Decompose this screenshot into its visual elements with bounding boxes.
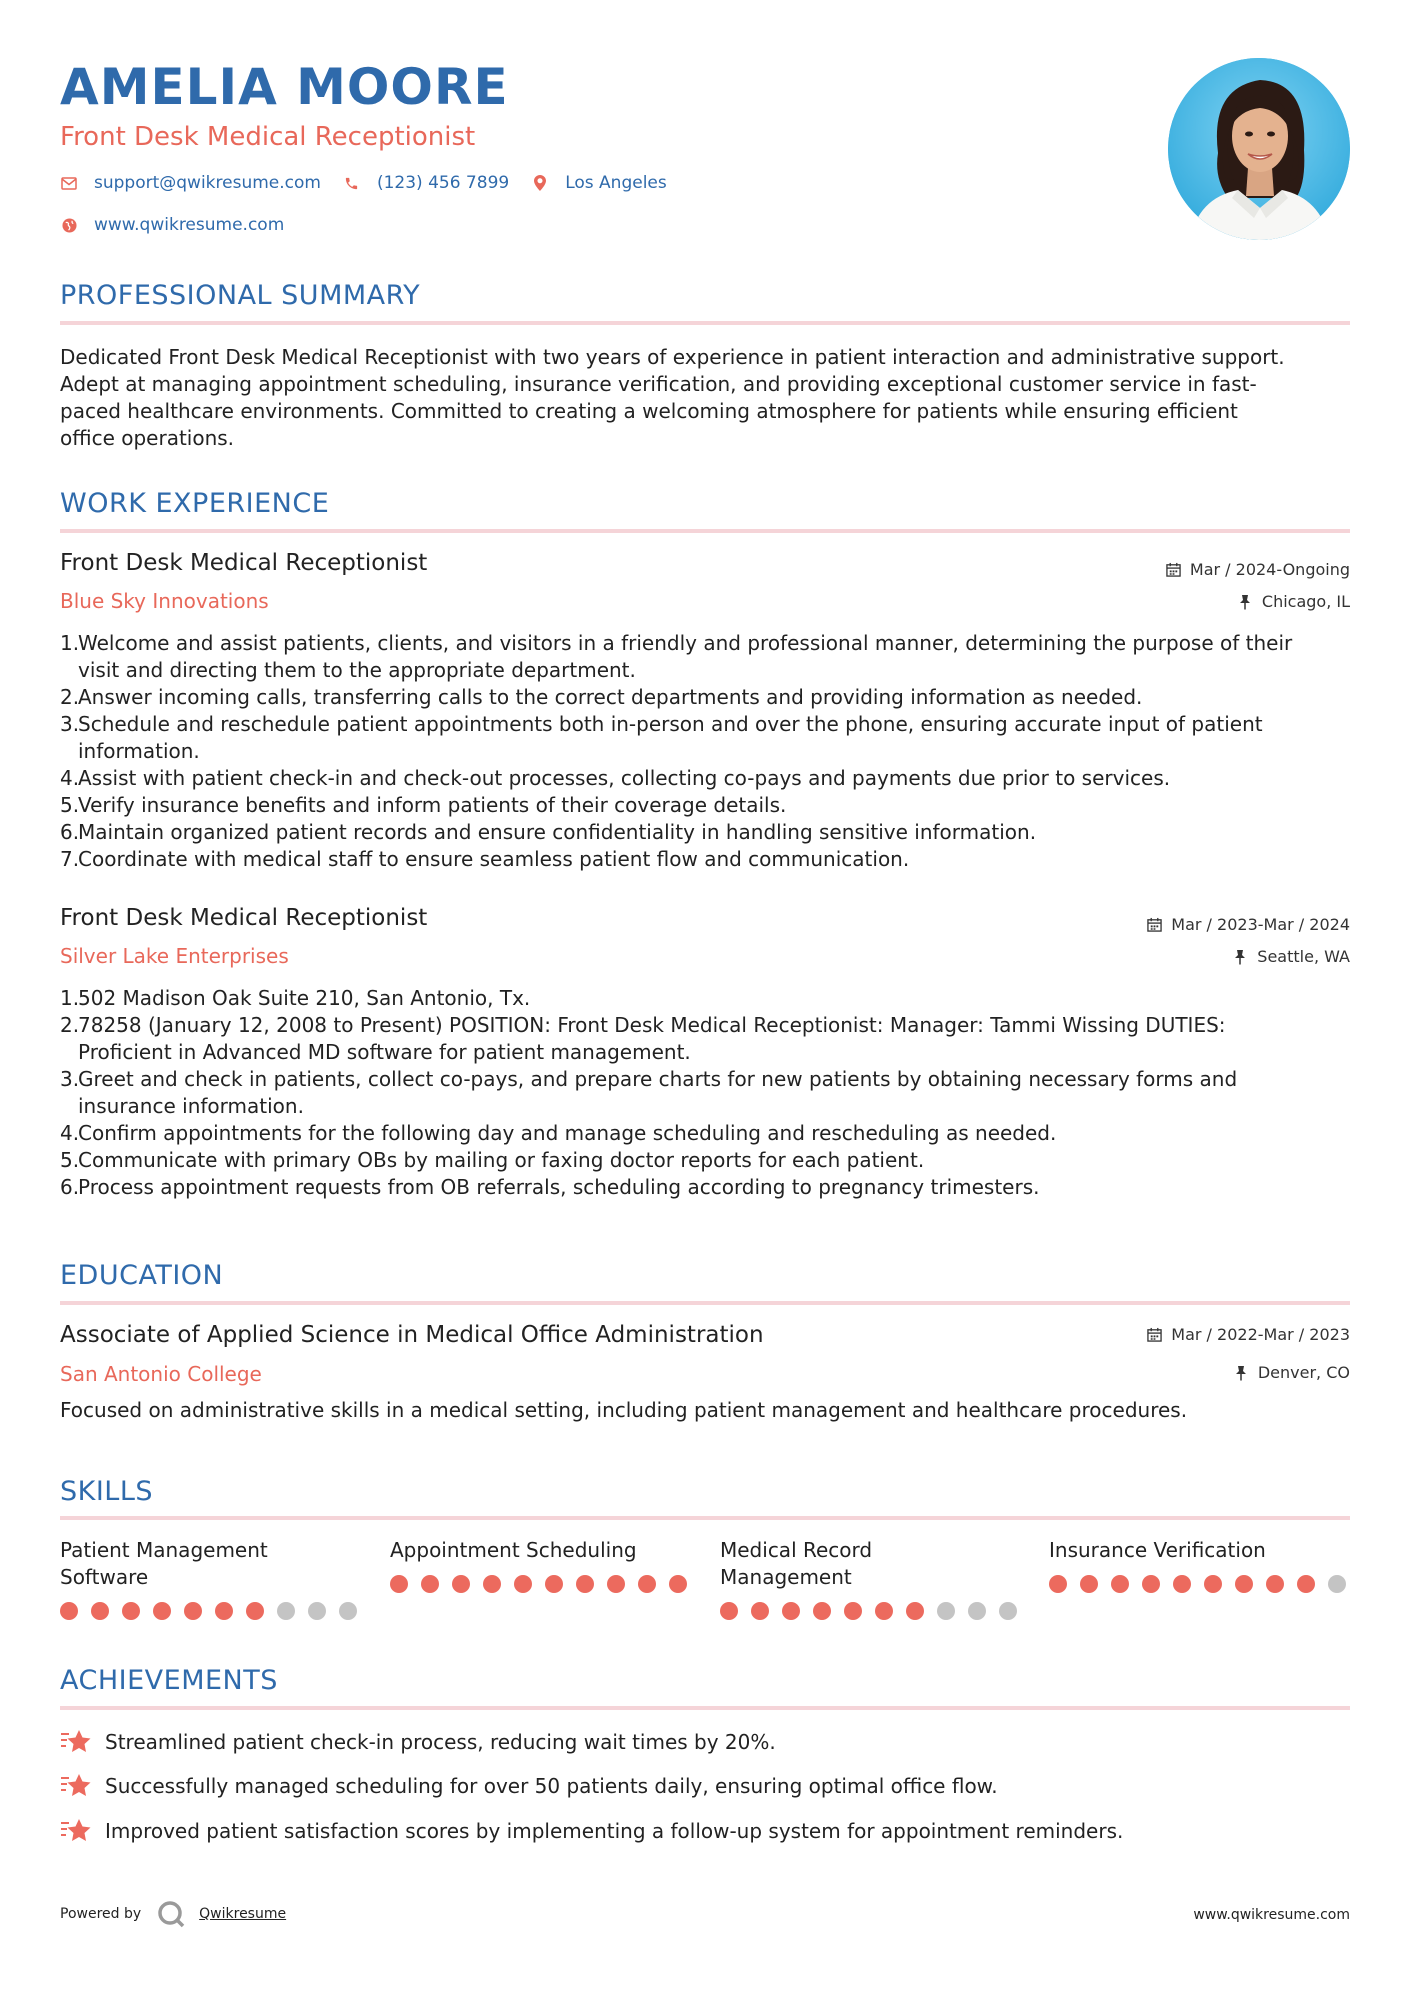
job-location xyxy=(1233,947,1350,966)
section-divider xyxy=(60,1516,1350,1520)
education-location xyxy=(1234,1363,1350,1382)
rating-dot-empty xyxy=(339,1602,357,1620)
pushpin-icon xyxy=(1238,594,1254,610)
rating-dot-filled xyxy=(782,1602,800,1620)
rating-dot-filled xyxy=(91,1602,109,1620)
rating-dot-filled xyxy=(246,1602,264,1620)
duty-item: 7. Coordinate with medical staff to ensure seamless patient flow and communication. xyxy=(60,847,910,871)
achievement-item xyxy=(60,1728,776,1756)
rating-dot-filled xyxy=(1297,1575,1315,1593)
rating-dot-filled xyxy=(720,1602,738,1620)
rating-dot-empty xyxy=(937,1602,955,1620)
skill-rating xyxy=(720,1602,1030,1620)
location-text: Los Angeles xyxy=(565,173,667,193)
skill-item xyxy=(720,1537,1020,1591)
duty-item: 4. Assist with patient check-in and check-out processes, collecting co-pays and payments due prior to services. xyxy=(60,766,1171,790)
rating-dot-filled xyxy=(576,1575,594,1593)
job-location-text: Seattle, WA xyxy=(1257,947,1350,966)
achievement-text: Successfully managed scheduling for over 50 patients daily, ensuring optimal office flow. xyxy=(105,1774,998,1798)
job-location xyxy=(1238,592,1350,611)
rating-dot-filled xyxy=(1173,1575,1191,1593)
rating-dot-filled xyxy=(607,1575,625,1593)
job-company: Silver Lake Enterprises xyxy=(60,944,289,968)
section-title-skills: SKILLS xyxy=(60,1476,154,1507)
brand-link[interactable]: Qwikresume xyxy=(199,1906,287,1922)
rating-dot-filled xyxy=(1266,1575,1284,1593)
website-text[interactable]: www.qwikresume.com xyxy=(94,215,285,235)
job-company: Blue Sky Innovations xyxy=(60,589,269,613)
rating-dot-empty xyxy=(968,1602,986,1620)
rating-dot-empty xyxy=(1328,1575,1346,1593)
globe-icon xyxy=(60,216,78,234)
star-icon xyxy=(60,1772,92,1800)
rating-dot-filled xyxy=(421,1575,439,1593)
section-divider xyxy=(60,1706,1350,1710)
education-description: Focused on administrative skills in a medical setting, including patient management and healthcare procedures. xyxy=(60,1398,1188,1422)
rating-dot-filled xyxy=(1111,1575,1129,1593)
star-icon xyxy=(60,1728,92,1756)
achievement-item xyxy=(60,1772,998,1800)
rating-dot-filled xyxy=(906,1602,924,1620)
section-title-education: EDUCATION xyxy=(60,1260,224,1291)
rating-dot-filled xyxy=(122,1602,140,1620)
phone-text[interactable]: (123) 456 7899 xyxy=(376,173,510,193)
job-duties xyxy=(60,985,1350,1201)
candidate-name: AMELIA MOORE xyxy=(60,58,509,116)
skill-item xyxy=(390,1537,690,1564)
skill-name: Insurance Verification xyxy=(1049,1538,1266,1562)
section-divider xyxy=(60,321,1350,325)
job-location-text: Chicago, IL xyxy=(1261,592,1350,611)
rating-dot-filled xyxy=(215,1602,233,1620)
skill-name: Patient Management Software xyxy=(60,1538,268,1589)
summary-text xyxy=(60,344,1350,452)
candidate-title: Front Desk Medical Receptionist xyxy=(60,122,476,152)
duty-item: 1. Welcome and assist patients, clients, and visitors in a friendly and professional manner, determining the purpose of their visit and directing them to the appropriate department. xyxy=(60,631,1293,682)
skill-name: Medical Record Management xyxy=(720,1538,873,1589)
job-title: Front Desk Medical Receptionist xyxy=(60,905,428,931)
email-text[interactable]: support@qwikresume.com xyxy=(94,173,321,193)
education-dates xyxy=(1147,1325,1350,1344)
rating-dot-filled xyxy=(483,1575,501,1593)
rating-dot-filled xyxy=(844,1602,862,1620)
profile-photo xyxy=(1168,58,1350,240)
duty-item: 3. Greet and check in patients, collect co-pays, and prepare charts for new patients by obtaining necessary forms and insurance information. xyxy=(60,1067,1238,1118)
duty-item: 1. 502 Madison Oak Suite 210, San Antonio, Tx. xyxy=(60,986,531,1010)
envelope-icon xyxy=(60,174,78,192)
rating-dot-filled xyxy=(184,1602,202,1620)
rating-dot-filled xyxy=(60,1602,78,1620)
email-contact[interactable] xyxy=(60,173,321,193)
section-divider xyxy=(60,1301,1350,1305)
rating-dot-filled xyxy=(813,1602,831,1620)
rating-dot-filled xyxy=(1080,1575,1098,1593)
section-title-achievements: ACHIEVEMENTS xyxy=(60,1665,278,1696)
rating-dot-filled xyxy=(751,1602,769,1620)
website-contact[interactable] xyxy=(60,215,284,235)
job-title: Front Desk Medical Receptionist xyxy=(60,550,428,576)
degree-title: Associate of Applied Science in Medical Office Administration xyxy=(60,1322,764,1348)
achievement-text: Streamlined patient check-in process, reducing wait times by 20%. xyxy=(105,1730,776,1754)
summary-line: Adept at managing appointment scheduling, insurance verification, and providing exceptional customer service in fast- xyxy=(60,372,1257,396)
school-name: San Antonio College xyxy=(60,1362,262,1386)
calendar-icon xyxy=(1147,917,1163,933)
pushpin-icon xyxy=(1233,949,1249,965)
rating-dot-filled xyxy=(545,1575,563,1593)
duty-item: 6. Maintain organized patient records and ensure confidentiality in handling sensitive information. xyxy=(60,820,1037,844)
rating-dot-filled xyxy=(153,1602,171,1620)
duty-item: 6. Process appointment requests from OB referrals, scheduling according to pregnancy trimesters. xyxy=(60,1175,1040,1199)
location-contact xyxy=(531,173,667,193)
rating-dot-filled xyxy=(875,1602,893,1620)
job-dates-text: Mar / 2023-Mar / 2024 xyxy=(1171,915,1350,934)
rating-dot-filled xyxy=(1204,1575,1222,1593)
duty-item: 2. Answer incoming calls, transferring calls to the correct departments and providing information as needed. xyxy=(60,685,1143,709)
duty-item: 3. Schedule and reschedule patient appointments both in-person and over the phone, ensuring accurate input of patient information. xyxy=(60,712,1263,763)
duty-item: 4. Confirm appointments for the following day and manage scheduling and rescheduling as needed. xyxy=(60,1121,1057,1145)
qwikresume-logo-icon xyxy=(157,1900,185,1928)
duty-item: 5. Verify insurance benefits and inform patients of their coverage details. xyxy=(60,793,787,817)
footer-branding xyxy=(60,1900,286,1928)
resume-page xyxy=(60,0,1350,1990)
skill-item xyxy=(60,1537,360,1591)
skill-rating xyxy=(390,1575,700,1593)
achievement-text: Improved patient satisfaction scores by implementing a follow-up system for appointment reminders. xyxy=(105,1819,1124,1843)
pushpin-icon xyxy=(1234,1365,1250,1381)
map-pin-icon xyxy=(531,174,549,192)
skill-rating xyxy=(60,1602,370,1620)
contact-row xyxy=(60,173,689,193)
rating-dot-filled xyxy=(514,1575,532,1593)
rating-dot-empty xyxy=(308,1602,326,1620)
skill-item xyxy=(1049,1537,1349,1564)
rating-dot-filled xyxy=(1049,1575,1067,1593)
education-dates-text: Mar / 2022-Mar / 2023 xyxy=(1171,1325,1350,1344)
skill-name: Appointment Scheduling xyxy=(390,1538,637,1562)
phone-icon xyxy=(343,174,361,192)
summary-line: paced healthcare environments. Committed to creating a welcoming atmosphere for patients while ensuring efficient xyxy=(60,399,1238,423)
rating-dot-filled xyxy=(638,1575,656,1593)
star-icon xyxy=(60,1817,92,1845)
rating-dot-empty xyxy=(999,1602,1017,1620)
section-divider xyxy=(60,529,1350,533)
job-dates xyxy=(1147,915,1350,934)
calendar-icon xyxy=(1147,1327,1163,1343)
job-dates-text: Mar / 2024-Ongoing xyxy=(1189,560,1350,579)
summary-line: Dedicated Front Desk Medical Receptionist with two years of experience in patient interaction and administrative support. xyxy=(60,345,1285,369)
rating-dot-filled xyxy=(452,1575,470,1593)
skill-rating xyxy=(1049,1575,1359,1593)
duty-item: 2. 78258 (January 12, 2008 to Present) POSITION: Front Desk Medical Receptionist: Manager: Tammi Wissing DUTIES: Proficient in Advanced MD software for patient management. xyxy=(60,1013,1226,1064)
rating-dot-empty xyxy=(277,1602,295,1620)
calendar-icon xyxy=(1166,562,1182,578)
powered-by-text: Powered by xyxy=(60,1906,142,1922)
rating-dot-filled xyxy=(1235,1575,1253,1593)
rating-dot-filled xyxy=(390,1575,408,1593)
job-dates xyxy=(1166,560,1350,579)
rating-dot-filled xyxy=(1142,1575,1160,1593)
website-row xyxy=(60,215,306,235)
job-duties xyxy=(60,630,1350,873)
footer-site-link[interactable]: www.qwikresume.com xyxy=(1193,1907,1350,1923)
section-title-summary: PROFESSIONAL SUMMARY xyxy=(60,280,421,311)
section-title-experience: WORK EXPERIENCE xyxy=(60,488,330,519)
duty-item: 5. Communicate with primary OBs by mailing or faxing doctor reports for each patient. xyxy=(60,1148,925,1172)
education-location-text: Denver, CO xyxy=(1257,1363,1350,1382)
phone-contact[interactable] xyxy=(343,173,509,193)
summary-line: office operations. xyxy=(60,426,235,450)
achievement-item xyxy=(60,1817,1123,1845)
rating-dot-filled xyxy=(669,1575,687,1593)
